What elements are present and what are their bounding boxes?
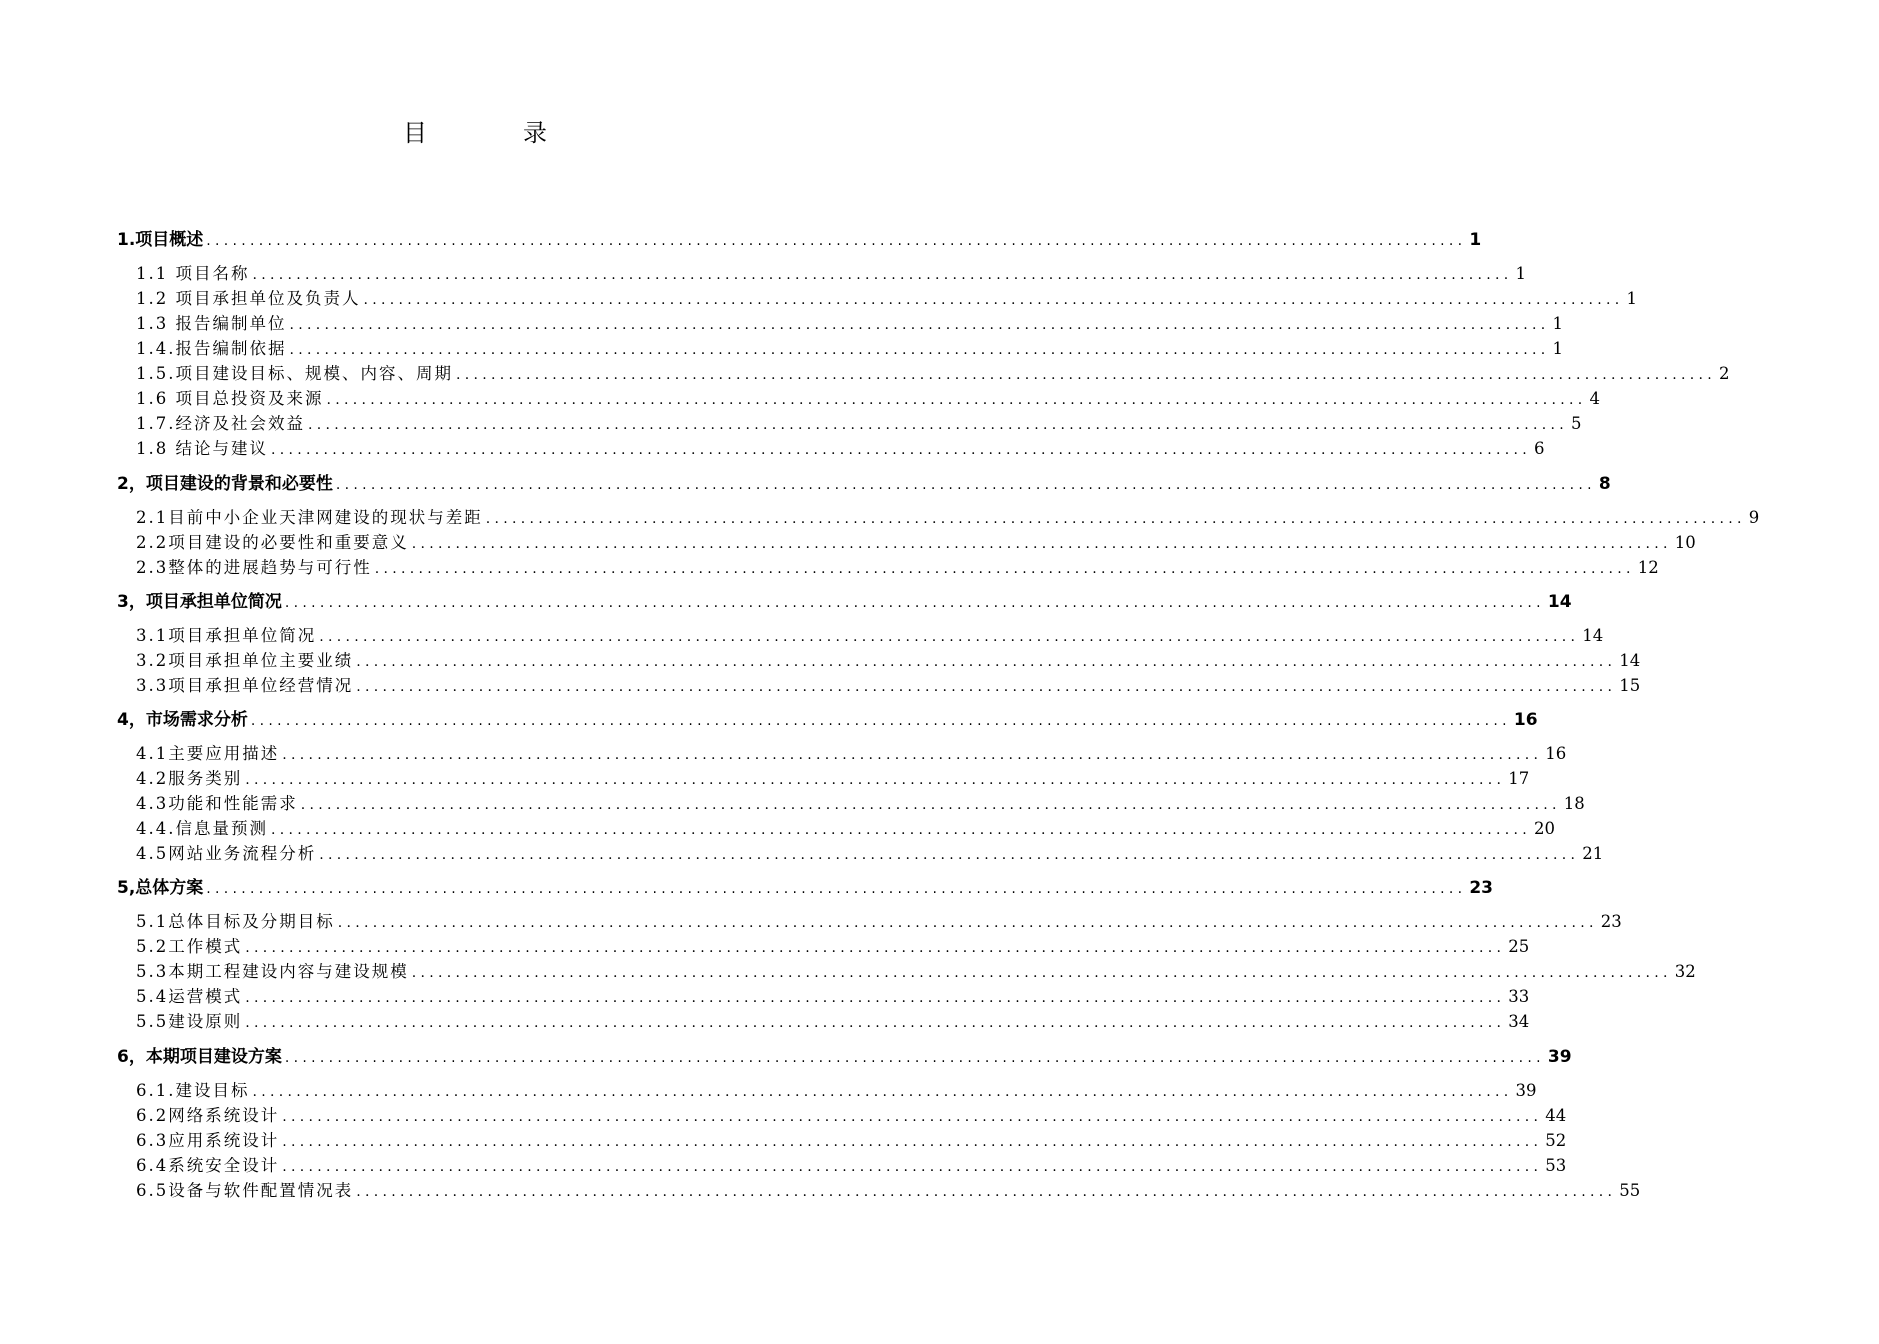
- toc-entry-label: 6.2网络系统设计: [136, 1106, 280, 1125]
- toc-section-entry[interactable]: [0, 312, 1564, 337]
- toc-entry-page-number: 1: [1626, 289, 1638, 308]
- toc-leader-dots: ................................................................................................................................................: [284, 595, 1545, 611]
- toc-leader-dots: ................................................................................................................................................: [282, 1134, 1543, 1150]
- toc-chapter-entry[interactable]: [0, 228, 1482, 253]
- toc-leader-dots: ................................................................................................................................................: [271, 822, 1532, 838]
- toc-entry-page-number: 33: [1508, 987, 1530, 1006]
- toc-leader-dots: ................................................................................................................................................: [206, 233, 1467, 249]
- toc-chapter-entry[interactable]: [0, 876, 1493, 901]
- toc-section-entry[interactable]: [0, 531, 1696, 556]
- toc-entry-label: 6.1.建设目标: [136, 1081, 250, 1100]
- toc-leader-dots: ................................................................................................................................................: [337, 915, 1598, 931]
- toc-leader-dots: ................................................................................................................................................: [300, 797, 1561, 813]
- toc-section-entry[interactable]: [0, 742, 1567, 767]
- toc-section-entry[interactable]: [0, 287, 1638, 312]
- toc-entry-page-number: 4: [1589, 389, 1601, 408]
- toc-leader-dots: ................................................................................................................................................: [252, 1084, 1513, 1100]
- toc-entry-page-number: 39: [1547, 1047, 1572, 1067]
- toc-entry-page-number: 1: [1552, 314, 1564, 333]
- toc-chapter-entry[interactable]: [0, 708, 1538, 733]
- toc-entry-label: 1.3 报告编制单位: [136, 314, 287, 333]
- toc-leader-dots: ................................................................................................................................................: [289, 342, 1550, 358]
- toc-section-entry[interactable]: [0, 556, 1659, 581]
- toc-entry-page-number: 1: [1469, 230, 1482, 250]
- toc-entry-page-number: 52: [1545, 1131, 1567, 1150]
- toc-entry-label: 3.1项目承担单位简况: [136, 626, 317, 645]
- toc-entry-label: 1.2 项目承担单位及负责人: [136, 289, 361, 308]
- toc-leader-dots: ................................................................................................................................................: [335, 477, 1596, 493]
- toc-entry-page-number: 21: [1582, 844, 1604, 863]
- toc-entry-page-number: 1: [1552, 339, 1564, 358]
- toc-section-entry[interactable]: [0, 337, 1564, 362]
- toc-leader-dots: ................................................................................................................................................: [282, 1159, 1543, 1175]
- toc-entry-page-number: 14: [1582, 626, 1604, 645]
- toc-section-entry[interactable]: [0, 674, 1641, 699]
- toc-section-entry[interactable]: [0, 506, 1760, 531]
- toc-entry-page-number: 23: [1469, 878, 1493, 898]
- toc-entry-label: 4.3功能和性能需求: [136, 794, 298, 813]
- toc-leader-dots: ................................................................................................................................................: [356, 1184, 1617, 1200]
- toc-leader-dots: ................................................................................................................................................: [271, 442, 1532, 458]
- toc-leader-dots: ................................................................................................................................................: [356, 679, 1617, 695]
- toc-section-entry[interactable]: [0, 362, 1730, 387]
- toc-section-entry[interactable]: [0, 1129, 1567, 1154]
- toc-entry-label: 1.6 项目总投资及来源: [136, 389, 324, 408]
- toc-entry-label: 6.5设备与软件配置情况表: [136, 1181, 354, 1200]
- toc-leader-dots: ................................................................................................................................................: [363, 292, 1624, 308]
- toc-entry-label: 4.4.信息量预测: [136, 819, 268, 838]
- toc-leader-dots: ................................................................................................................................................: [411, 536, 1672, 552]
- toc-entry-label: 1.项目概述: [117, 230, 204, 250]
- toc-chapter-entry[interactable]: [0, 1045, 1572, 1070]
- toc-entry-page-number: 39: [1515, 1081, 1537, 1100]
- toc-chapter-entry[interactable]: [0, 472, 1611, 497]
- toc-section-entry[interactable]: [0, 960, 1696, 985]
- toc-entry-label: 3，项目承担单位简况: [117, 592, 282, 612]
- toc-entry-page-number: 10: [1674, 533, 1696, 552]
- toc-section-entry[interactable]: [0, 1079, 1537, 1104]
- toc-entry-page-number: 9: [1748, 508, 1760, 527]
- toc-entry-page-number: 14: [1547, 592, 1572, 612]
- toc-section-entry[interactable]: [0, 1179, 1641, 1204]
- toc-entry-label: 3.3项目承担单位经营情况: [136, 676, 354, 695]
- toc-section-entry[interactable]: [0, 935, 1530, 960]
- toc-section-entry[interactable]: [0, 910, 1622, 935]
- toc-entry-page-number: 34: [1508, 1012, 1530, 1031]
- toc-entry-label: 4.2服务类别: [136, 769, 243, 788]
- toc-entry-label: 4.1主要应用描述: [136, 744, 280, 763]
- toc-entry-label: 4.5网站业务流程分析: [136, 844, 317, 863]
- toc-leader-dots: ................................................................................................................................................: [326, 392, 1587, 408]
- toc-section-entry[interactable]: [0, 387, 1601, 412]
- toc-entry-page-number: 32: [1674, 962, 1696, 981]
- toc-leader-dots: ................................................................................................................................................: [245, 990, 1506, 1006]
- toc-chapter-entry[interactable]: [0, 590, 1572, 615]
- toc-leader-dots: ................................................................................................................................................: [245, 1015, 1506, 1031]
- toc-leader-dots: ................................................................................................................................................: [456, 367, 1717, 383]
- toc-entry-page-number: 53: [1545, 1156, 1567, 1175]
- toc-entry-page-number: 25: [1508, 937, 1530, 956]
- toc-entry-label: 5.4运营模式: [136, 987, 243, 1006]
- toc-leader-dots: ................................................................................................................................................: [245, 940, 1506, 956]
- toc-entry-page-number: 1: [1515, 264, 1527, 283]
- toc-entry-label: 3.2项目承担单位主要业绩: [136, 651, 354, 670]
- toc-entry-page-number: 12: [1637, 558, 1659, 577]
- toc-leader-dots: ................................................................................................................................................: [250, 713, 1511, 729]
- toc-section-entry[interactable]: [0, 792, 1585, 817]
- toc-leader-dots: ................................................................................................................................................: [289, 317, 1550, 333]
- toc-entry-label: 5.3本期工程建设内容与建设规模: [136, 962, 409, 981]
- toc-leader-dots: ................................................................................................................................................: [319, 629, 1580, 645]
- toc-entry-page-number: 16: [1545, 744, 1567, 763]
- toc-entry-page-number: 18: [1563, 794, 1585, 813]
- toc-leader-dots: ................................................................................................................................................: [245, 772, 1506, 788]
- toc-entry-label: 1.5.项目建设目标、规模、内容、周期: [136, 364, 453, 383]
- toc-leader-dots: ................................................................................................................................................: [284, 1050, 1545, 1066]
- toc-entry-page-number: 2: [1719, 364, 1730, 383]
- toc-leader-dots: ................................................................................................................................................: [308, 417, 1569, 433]
- toc-entry-page-number: 5: [1571, 414, 1582, 433]
- toc-leader-dots: ................................................................................................................................................: [252, 267, 1513, 283]
- toc-section-entry[interactable]: [0, 842, 1604, 867]
- toc-entry-page-number: 44: [1545, 1106, 1567, 1125]
- toc-entry-label: 5.5建设原则: [136, 1012, 243, 1031]
- toc-entry-label: 1.1 项目名称: [136, 264, 250, 283]
- toc-entry-label: 6.4系统安全设计: [136, 1156, 280, 1175]
- page-title: 目 录: [403, 119, 583, 147]
- toc-section-entry[interactable]: [0, 817, 1556, 842]
- toc-section-entry[interactable]: [0, 649, 1641, 674]
- toc-entry-label: 6.3应用系统设计: [136, 1131, 280, 1150]
- toc-entry-page-number: 17: [1508, 769, 1530, 788]
- toc-leader-dots: ................................................................................................................................................: [485, 511, 1746, 527]
- toc-leader-dots: ................................................................................................................................................: [374, 561, 1635, 577]
- toc-entry-label: 2，项目建设的背景和必要性: [117, 474, 333, 494]
- toc-entry-page-number: 16: [1513, 710, 1538, 730]
- toc-leader-dots: ................................................................................................................................................: [411, 965, 1672, 981]
- toc-entry-label: 1.4.报告编制依据: [136, 339, 287, 358]
- toc-section-entry[interactable]: [0, 437, 1545, 462]
- toc-entry-label: 6，本期项目建设方案: [117, 1047, 282, 1067]
- toc-entry-page-number: 6: [1534, 439, 1545, 458]
- toc-entry-page-number: 14: [1619, 651, 1641, 670]
- toc-section-entry[interactable]: [0, 262, 1527, 287]
- toc-entry-page-number: 20: [1534, 819, 1556, 838]
- toc-entry-label: 1.7.经济及社会效益: [136, 414, 305, 433]
- toc-section-entry[interactable]: [0, 624, 1604, 649]
- toc-leader-dots: ................................................................................................................................................: [282, 747, 1543, 763]
- toc-leader-dots: ................................................................................................................................................: [282, 1109, 1543, 1125]
- toc-entry-label: 5,总体方案: [117, 878, 204, 898]
- toc-entry-label: 2.1目前中小企业天津网建设的现状与差距: [136, 508, 483, 527]
- toc-entry-label: 4，市场需求分析: [117, 710, 248, 730]
- toc-leader-dots: ................................................................................................................................................: [319, 847, 1580, 863]
- toc-entry-page-number: 15: [1619, 676, 1641, 695]
- toc-section-entry[interactable]: [0, 767, 1530, 792]
- toc-section-entry[interactable]: [0, 1154, 1567, 1179]
- toc-entry-label: 5.1总体目标及分期目标: [136, 912, 335, 931]
- toc-section-entry[interactable]: [0, 985, 1530, 1010]
- toc-leader-dots: ................................................................................................................................................: [356, 654, 1617, 670]
- toc-leader-dots: ................................................................................................................................................: [206, 881, 1467, 897]
- toc-section-entry[interactable]: [0, 412, 1582, 437]
- toc-entry-page-number: 55: [1619, 1181, 1641, 1200]
- toc-entry-page-number: 8: [1598, 474, 1611, 494]
- toc-entry-label: 2.3整体的进展趋势与可行性: [136, 558, 372, 577]
- toc-entry-label: 5.2工作模式: [136, 937, 243, 956]
- toc-section-entry[interactable]: [0, 1010, 1530, 1035]
- toc-section-entry[interactable]: [0, 1104, 1567, 1129]
- toc-entry-page-number: 23: [1600, 912, 1622, 931]
- toc-entry-label: 1.8 结论与建议: [136, 439, 268, 458]
- toc-entry-label: 2.2项目建设的必要性和重要意义: [136, 533, 409, 552]
